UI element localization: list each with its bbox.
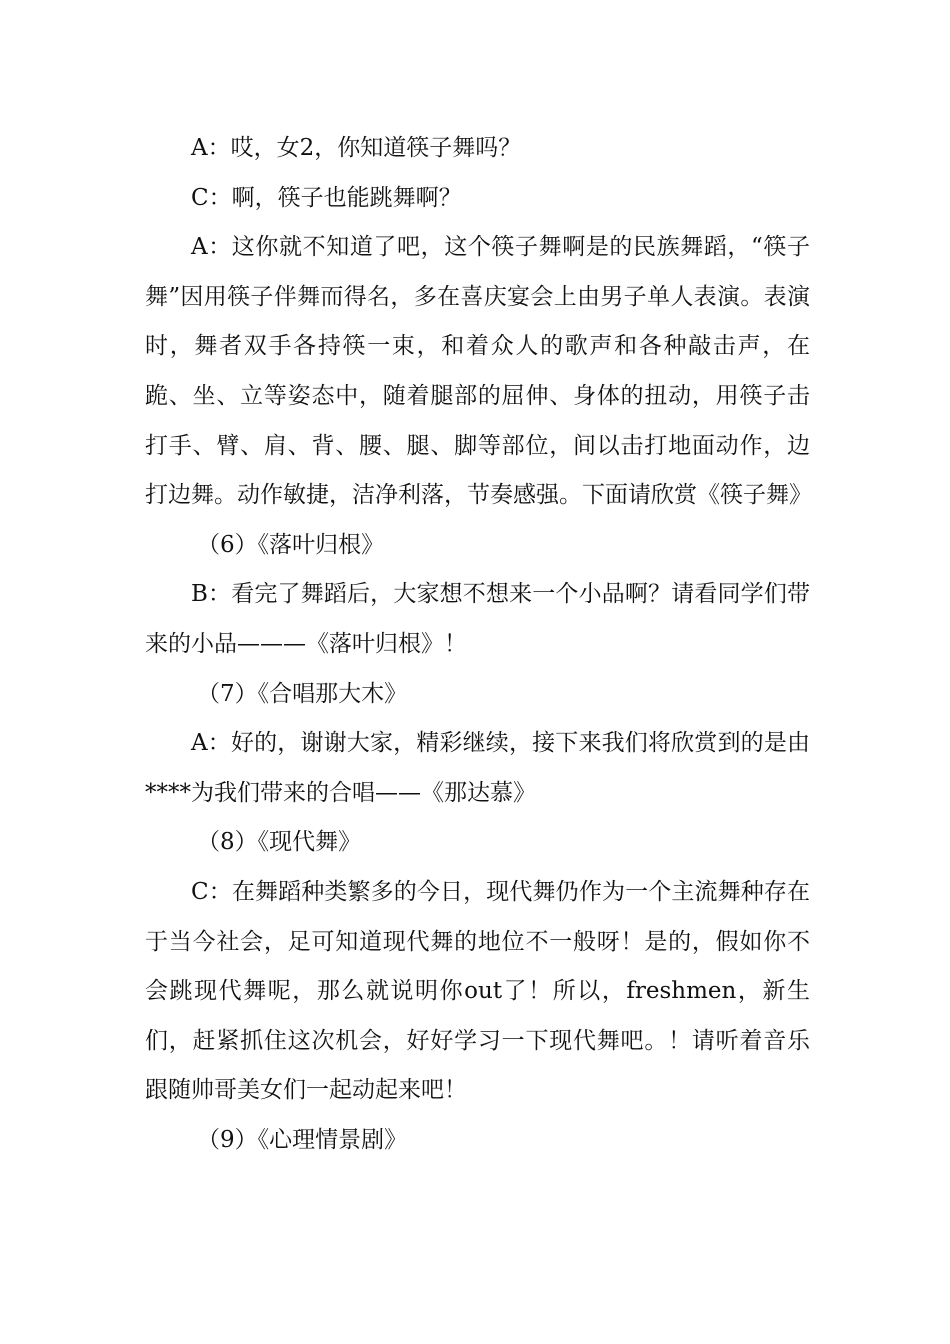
dialogue-line-c-reply: C：啊，筷子也能跳舞啊？: [191, 184, 462, 211]
dialogue-line-c-modern-dance-intro: C：在舞蹈种类繁多的今日，现代舞仍作为一个主流舞种存在于当今社会，足可知道现代舞的地位不一般呀！是的，假如你不会跳现代舞呢，那么就说明你out了！所以，freshmen，新生们，赶紧抓住这次机会，好好学习一下现代舞吧。！请听着音乐跟随帅哥美女们一起动起来吧！: [145, 878, 810, 1104]
program-item-7-heading: （7）《合唱那大木》: [197, 680, 408, 707]
dialogue-line-a-chorus-intro: A：好的，谢谢大家，精彩继续，接下来我们将欣赏到的是由****为我们带来的合唱——《那达慕》: [145, 730, 810, 806]
program-item-6-heading: （6）《落叶归根》: [197, 531, 385, 558]
dialogue-line-a-chopstick-question: A：哎，女2，你知道筷子舞吗？: [191, 135, 522, 161]
dialogue-line-b-sketch-intro: B：看完了舞蹈后，大家想不想来一个小品啊？请看同学们带来的小品———《落叶归根》！: [145, 581, 810, 657]
script-text: [145, 124, 810, 1165]
dialogue-line-a-chopstick-dance-intro: A：这你就不知道了吧，这个筷子舞啊是的民族舞蹈，“筷子舞”因用筷子伴舞而得名，多在喜庆宴会上由男子单人表演。表演时，舞者双手各持筷一束，和着众人的歌声和各种敲击声，在跪、坐、立等姿态中，随着腿部的屈伸、身体的扭动，用筷子击打手、臂、肩、背、腰、腿、脚等部位，间以击打地面动作，边打边舞。动作敏捷，洁净利落，节奏感强。下面请欣赏《筷子舞》: [145, 234, 812, 509]
program-item-8-heading: （8）《现代舞》: [197, 829, 362, 856]
program-item-9-heading: （9）《心理情景剧》: [197, 1126, 408, 1153]
